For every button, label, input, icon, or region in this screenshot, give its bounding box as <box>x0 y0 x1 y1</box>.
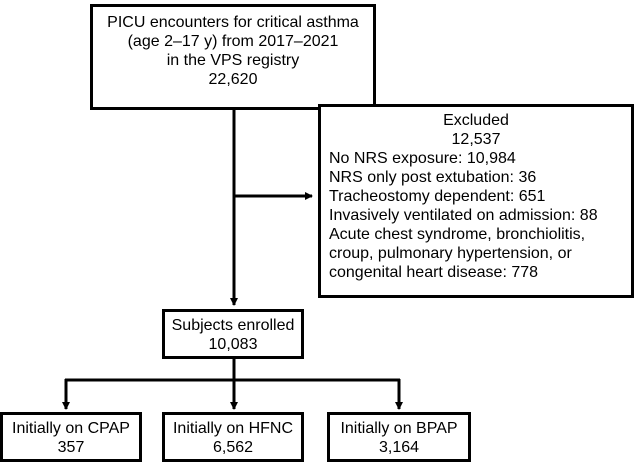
enrolled-label: Subjects enrolled <box>171 317 295 334</box>
cpap-count: 357 <box>57 439 85 456</box>
bpap-count: 3,164 <box>378 439 420 456</box>
enrolled-count: 10,083 <box>208 336 258 353</box>
hfnc-count: 6,562 <box>212 439 254 456</box>
cpap-box <box>0 412 142 462</box>
encounters-line-2: (age 2–17 y) from 2017–2021 <box>127 33 339 50</box>
excluded-box <box>318 104 634 298</box>
encounters-line-3: in the VPS registry <box>166 52 300 69</box>
encounters-line-1: PICU encounters for critical asthma <box>107 14 359 31</box>
cpap-label: Initially on CPAP <box>12 420 130 437</box>
bpap-label: Initially on BPAP <box>340 420 458 437</box>
excluded-reason: congenital heart disease: 778 <box>329 264 539 281</box>
excluded-reason: croup, pulmonary hypertension, or <box>329 245 572 262</box>
excluded-reason: Tracheostomy dependent: 651 <box>329 188 546 205</box>
excluded-reason: Invasively ventilated on admission: 88 <box>329 207 598 224</box>
encounters-box <box>90 4 376 110</box>
hfnc-box <box>162 412 304 462</box>
enrolled-box <box>162 309 304 359</box>
excluded-reason: Acute chest syndrome, bronchiolitis, <box>329 226 586 243</box>
excluded-count: 12,537 <box>451 131 501 148</box>
excluded-reason: No NRS exposure: 10,984 <box>329 150 516 167</box>
hfnc-label: Initially on HFNC <box>172 420 294 437</box>
bpap-box <box>327 412 471 462</box>
excluded-title: Excluded <box>443 112 509 129</box>
excluded-reason: NRS only post extubation: 36 <box>329 169 537 186</box>
encounters-count: 22,620 <box>208 71 258 88</box>
